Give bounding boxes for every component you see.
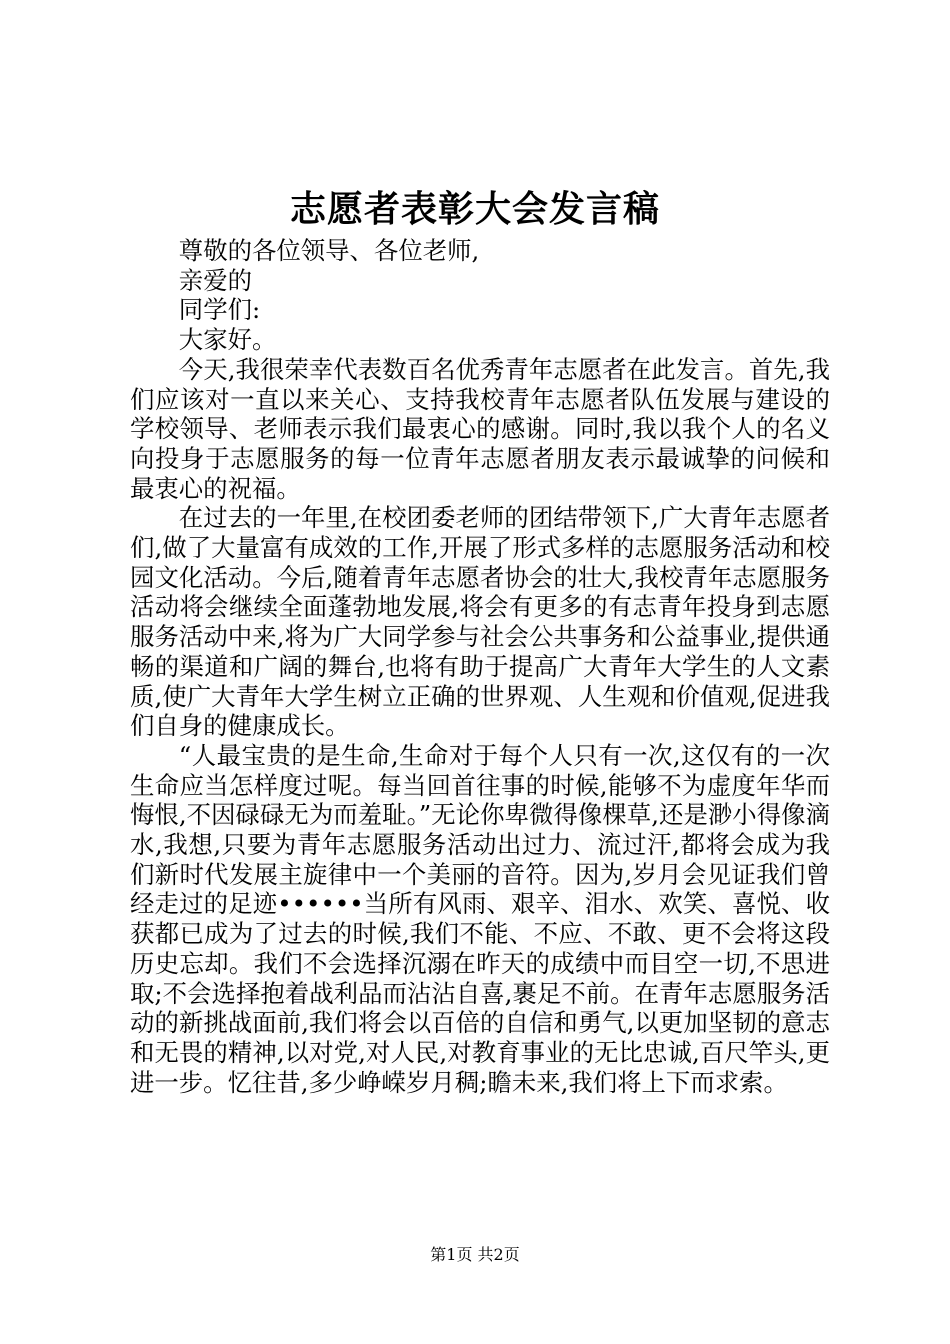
salutation-line: 尊敬的各位领导、各位老师, xyxy=(178,236,480,265)
page-number-footer: 第1页 共2页 xyxy=(430,1245,520,1264)
document-body xyxy=(130,236,830,1097)
greeting-line: 大家好。 xyxy=(178,325,277,355)
body-paragraph: “人最宝贵的是生命,生命对于每个人只有一次,这仅有的一次生命应当怎样度过呢。每当回首往事的时候,能够不为虚度年华而悔恨,不因碌碌无为而羞耻。”无论你卑微得像棵草,还是渺小得像滴水,我想,只要为青年志愿服务活动出过力、流过汗,都将会成为我们新时代发展主旋律中一个美丽的音符。因为,岁月会见证我们曾经走过的足迹••••••当所有风雨、艰辛、泪水、欢笑、喜悦、收获都已成为了过去的时候,我们不能、不应、不敢、更不会将这段历史忘却。我们不会选择沉溺在昨天的成绩中而目空一切,不思进取;不会选择抱着战利品而沾沾自喜,裹足不前。在青年志愿服务活动的新挑战面前,我们将会以百倍的自信和勇气,以更加坚韧的意志和无畏的精神,以对党,对人民,对教育事业的无比忠诚,百尺竿头,更进一步。忆往昔,多少峥嵘岁月稠;瞻未来,我们将上下而求索。 xyxy=(130,740,830,1097)
document-title: 志愿者表彰大会发言稿 xyxy=(289,188,660,230)
body-paragraph: 在过去的一年里,在校团委老师的团结带领下,广大青年志愿者们,做了大量富有成效的工作,开展了形式多样的志愿服务活动和校园文化活动。今后,随着青年志愿者协会的壮大,我校青年志愿服务活动将会继续全面蓬勃地发展,将会有更多的有志青年投身到志愿服务活动中来,将为广大同学参与社会公共事务和公益事业,提供通畅的渠道和广阔的舞台,也将有助于提高广大青年大学生的人文素质,使广大青年大学生树立正确的世界观、人生观和价值观,促进我们自身的健康成长。 xyxy=(130,503,830,741)
salutation-line: 同学们: xyxy=(178,295,261,325)
salutation-line: 亲爱的 xyxy=(178,265,252,295)
body-paragraph: 今天,我很荣幸代表数百名优秀青年志愿者在此发言。首先,我们应该对一直以来关心、支持我校青年志愿者队伍发展与建设的学校领导、老师表示我们最衷心的感谢。同时,我以我个人的名义向投身于志愿服务的每一位青年志愿者朋友表示最诚挚的问候和最衷心的祝福。 xyxy=(130,354,830,503)
